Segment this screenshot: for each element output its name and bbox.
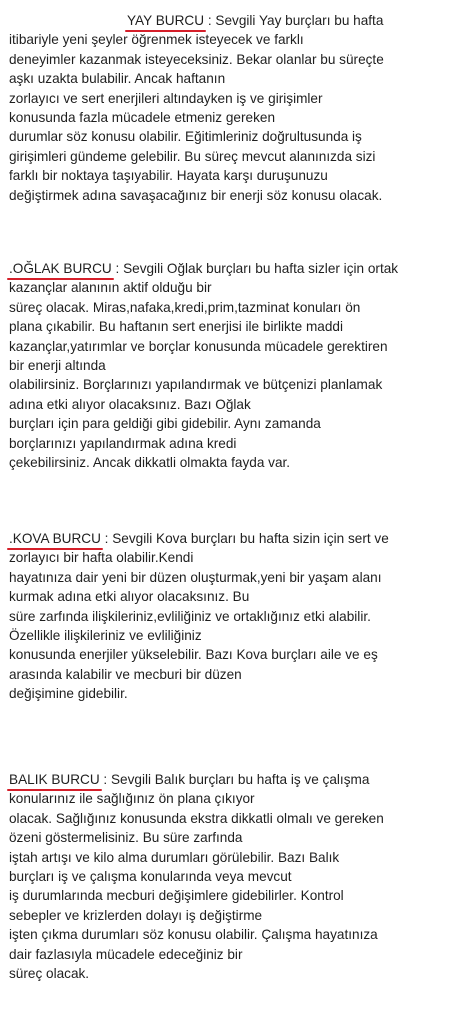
paragraph-line: dair fazlasıyla mücadele edeceğiniz bir (9, 946, 243, 962)
paragraph-line: olacak. Sağlığınız konusunda ekstra dikkatli olmalı ve gereken (9, 810, 384, 826)
paragraph-line: plana çıkabilir. Bu haftanın sert enerjisi ile birlikte maddi (9, 319, 343, 335)
paragraph-line: durumlar söz konusu olabilir. Eğitimleriniz doğrultusunda iş (9, 129, 362, 145)
paragraph-line: : Sevgili Balık burçları bu hafta iş ve çalışma (99, 772, 370, 787)
paragraph-line: burçları için para geldiği gibi gidebilir. Aynı zamanda (9, 416, 321, 432)
section-first-line (9, 770, 469, 789)
paragraph-line: süreç olacak. Miras,nafaka,kredi,prim,tazminat konuları ön (9, 299, 361, 315)
paragraph-line: kurmak adına etki alıyor olacaksınız. Bu (9, 589, 250, 605)
paragraph-line: arasında kalabilir ve mecburi bir düzen (9, 666, 242, 682)
paragraph-line: iştah artışı ve kilo alma durumları görülebilir. Bazı Balık (9, 849, 340, 865)
section-title (9, 529, 101, 548)
section-balik-burcu (9, 770, 469, 983)
paragraph-line: çekebilirsiniz. Ancak dikkatli olmakta fayda var. (9, 454, 291, 470)
section-oglak-burcu (9, 259, 469, 472)
paragraph-line: girişimleri gündeme gelebilir. Bu süreç mevcut alanınızda sizi (9, 148, 376, 164)
paragraph-line: konularınız ile sağlığınız ön plana çıkıyor (9, 791, 255, 807)
section-first-line (9, 259, 469, 278)
paragraph-line: Özellikle ilişkileriniz ve evliliğiniz (9, 627, 202, 643)
paragraph-line: burçları iş ve çalışma konularında veya mevcut (9, 868, 292, 884)
section-title-text: YAY BURCU (127, 13, 205, 28)
section-yay-burcu (9, 11, 469, 205)
paragraph-line: sebepler ve krizlerden dolayı iş değiştirme (9, 907, 263, 923)
section-title (9, 259, 112, 278)
paragraph-line: kazançlar alanının aktif olduğu bir (9, 280, 212, 296)
paragraph-line: aşkı uzakta bulabilir. Ancak haftanın (9, 71, 226, 87)
paragraph-line: olabilirsiniz. Borçlarınızı yapılandırmak ve bütçenizi planlamak (9, 377, 383, 393)
paragraph-line: adına etki alıyor olacaksınız. Bazı Oğlak (9, 396, 251, 412)
paragraph-line: bir enerji altında (9, 357, 106, 373)
paragraph-line: deneyimler kazanmak isteyeceksiniz. Bekar olanlar bu süreçte (9, 51, 384, 67)
paragraph-line: borçlarınızı yapılandırmak adına kredi (9, 435, 237, 451)
paragraph-line: : Sevgili Oğlak burçları bu hafta sizler için ortak (111, 261, 399, 276)
paragraph-line: hayatınıza dair yeni bir düzen oluşturmak,yeni bir yaşam alanı (9, 569, 382, 585)
section-title (127, 11, 204, 30)
section-kova-burcu (9, 529, 469, 704)
paragraph-line: zorlayıcı bir hafta olabilir.Kendi (9, 550, 194, 566)
paragraph-line: iş durumlarında mecburi değişimlere gidebilirler. Kontrol (9, 888, 344, 904)
paragraph-line: : Sevgili Kova burçları bu hafta sizin için sert ve (100, 531, 389, 546)
paragraph-line: değişimine gidebilir. (9, 686, 128, 702)
paragraph-line: farklı bir noktaya taşıyabilir. Hayata karşı duruşunuzu (9, 168, 328, 184)
paragraph-line: değiştirmek adına savaşacağınız bir enerji söz konusu olacak. (9, 187, 383, 203)
paragraph-line: : Sevgili Yay burçları bu hafta (204, 13, 384, 28)
paragraph-line: işten çıkma durumları söz konusu olabilir. Çalışma hayatınıza (9, 927, 378, 943)
section-title-text: BALIK BURCU (9, 772, 100, 787)
paragraph-line: konusunda enerjiler yükselebilir. Bazı Kova burçları aile ve eş (9, 647, 378, 663)
section-title-text: .OĞLAK BURCU (9, 261, 112, 276)
paragraph-line: kazançlar,yatırımlar ve borçlar konusunda mücadele gerektiren (9, 338, 388, 354)
paragraph-line: süre zarfında ilişkileriniz,evliliğiniz ve ortaklığınız etki alabilir. (9, 608, 371, 624)
paragraph-line: özeni göstermelisiniz. Bu süre zarfında (9, 830, 243, 846)
section-first-line (9, 11, 469, 30)
paragraph-line: itibariyle yeni şeyler öğrenmek isteyecek ve farklı (9, 32, 304, 48)
section-title-text: .KOVA BURCU (9, 531, 101, 546)
paragraph-line: zorlayıcı ve sert enerjileri altındayken iş ve girişimler (9, 90, 323, 106)
section-first-line (9, 529, 469, 548)
paragraph-line: konusunda fazla mücadele etmeniz gereken (9, 109, 276, 125)
section-title (9, 770, 100, 789)
paragraph-line: süreç olacak. (9, 965, 90, 981)
